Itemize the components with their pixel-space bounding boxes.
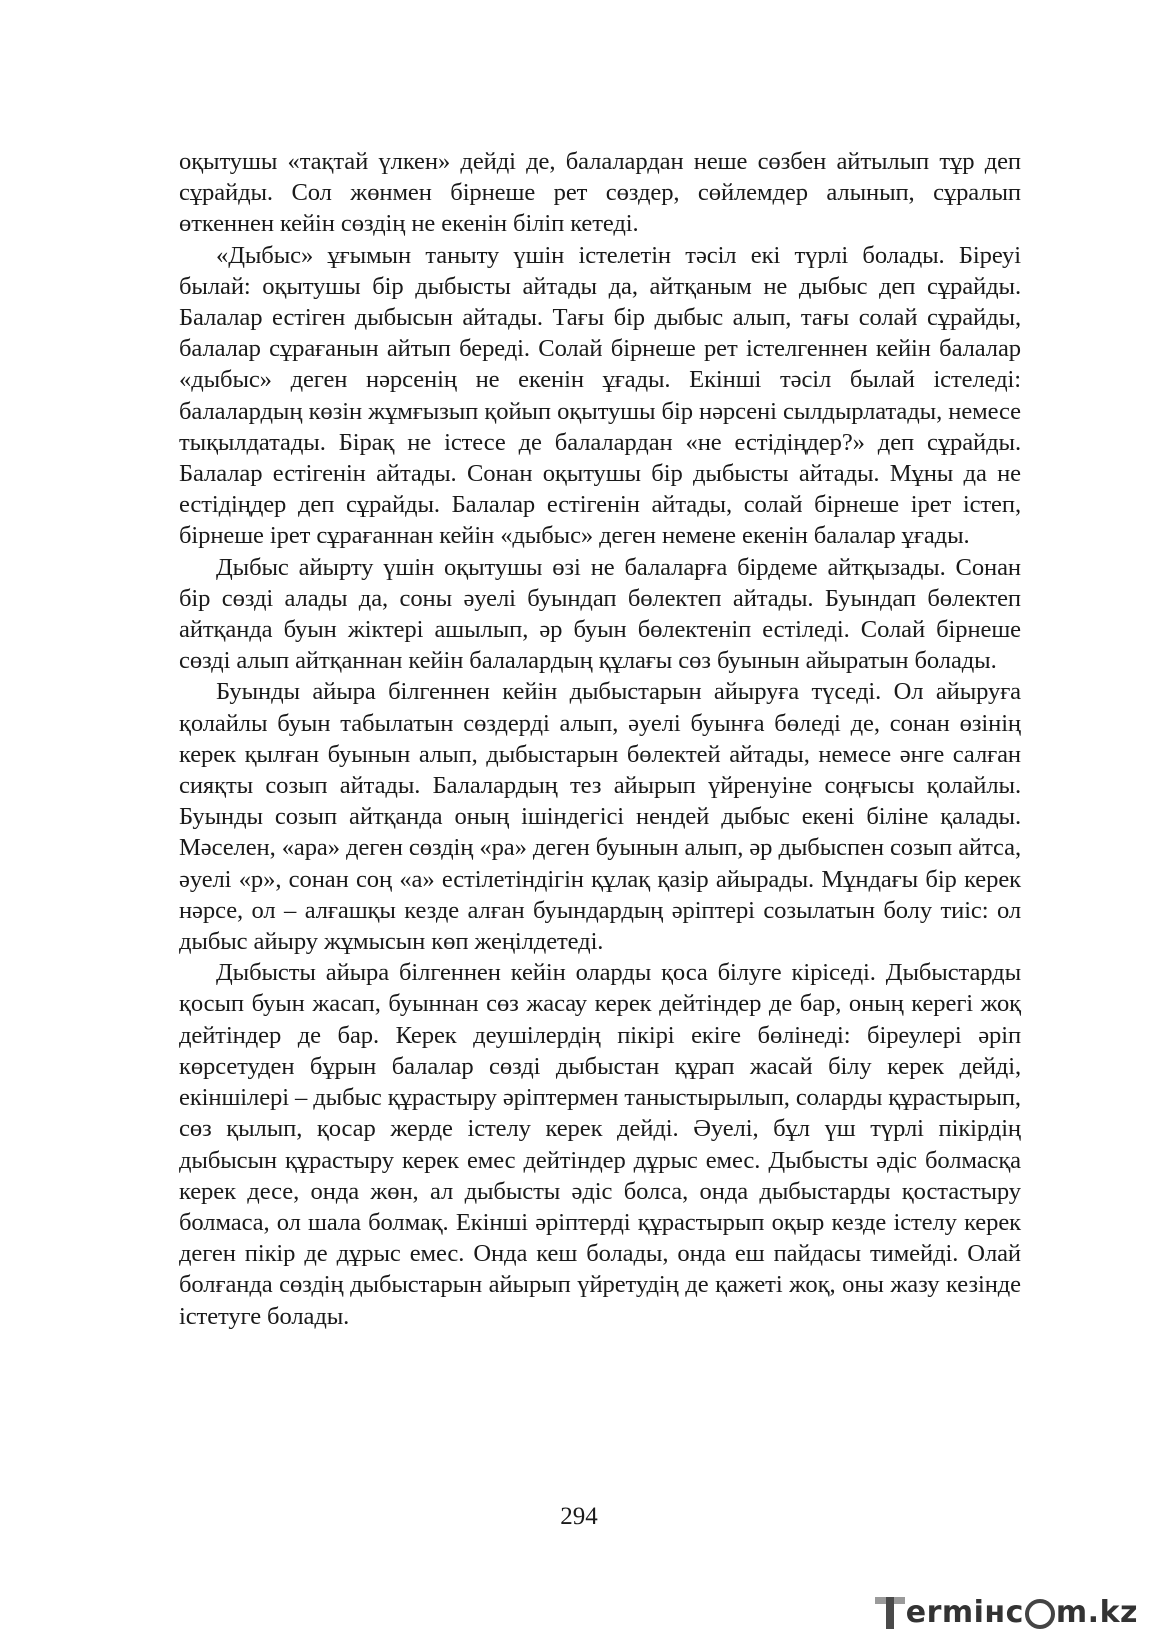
watermark-text-start: ermінc <box>905 1594 1024 1630</box>
paragraph-3: Дыбыс айырту үшін оқытушы өзі не балаларға бірдеме айтқызады. Сонан бір сөзді алады да, соны әуелі буындап бөлектеп айтады. Буындап бөлектеп айтқанда буын жіктері ашылып, әр буын бөлектеніп естіледі. Солай бірнеше сөзді алып айтқаннан кейін балалардың құлағы сөз буынын айыратын болады. <box>179 553 1021 675</box>
t-logo-icon <box>875 1593 905 1631</box>
watermark-text-end: m.kz <box>1055 1594 1138 1630</box>
page-body <box>179 146 1021 1332</box>
page-number: 294 <box>560 1503 598 1530</box>
o-ring-icon <box>1025 1599 1055 1629</box>
paragraph-5: Дыбысты айыра білгеннен кейін оларды қоса білуге кіріседі. Дыбыстарды қосып буын жасап, буыннан сөз жасау керек дейтіндер де бар, оның керегі жоқ дейтіндер де бар. Керек деушілердің пікірі екіге бөлінеді: біреулері әріп көрсетуден бұрын балалар сөзді дыбыстан құрап жасай білу керек дейді, екіншілері – дыбыс құрастыру әріптермен таныстырылып, соларды құрастырып, сөз қылып, қосар жерде істелу керек дейді. Әуелі, бұл үш түрлі пікірдің дыбысын құрастыру керек емес дейтіндер дұрыс емес. Дыбысты әдіс болмасқа керек десе, онда жөн, ал дыбысты әдіс болса, онда дыбыстарды қостастыру болмаса, ол шала болмақ. Екінші әріптерді құрастырып оқыр кезде істелу керек деген пікір де дұрыс емес. Онда кеш болады, онда еш пайдасы тимейді. Олай болғанда сөздің дыбыстарын айырып үйретудің де қажеті жоқ, оны жазу кезінде істетуге болады. <box>179 959 1021 1330</box>
paragraph-2: «Дыбыс» ұғымын таныту үшін істелетін тәсіл екі түрлі болады. Біреуі былай: оқытушы бір дыбысты айтады да, айтқаным не дыбыс деп сұрайды. Балалар естіген дыбысын айтады. Тағы бір дыбыс алып, тағы солай сұрайды, балалар сұрағанын айтып береді. Солай бірнеше рет істелгеннен кейін балалар «дыбыс» деген нәрсенің не екенін ұғады. Екінші тәсіл былай істеледі: балалардың көзін жұмғызып қойып оқытушы бір нәрсені сылдырлатады, немесе тықылдатады. Бірақ не істесе де балалардан «не естідіңдер?» деп сұрайды. Балалар естігенін айтады. Сонан оқытушы бір дыбысты айтады. Мұны да не естідіңдер деп сұрайды. Балалар естігенін айтады, солай бірнеше ірет істеп, бірнеше ірет сұрағаннан кейін «дыбыс» деген немене екенін балалар ұғады. <box>179 241 1021 550</box>
paragraph-4: Буынды айыра білгеннен кейін дыбыстарын айыруға түседі. Ол айыруға қолайлы буын табылатын сөздерді алып, әуелі буынға бөледі де, сонан өзінің керек қылған буынын алып, дыбыстарын бөлектей айтады, немесе әнге салған сияқты созып айтады. Балалардың тез айырып үйренуіне соңғысы қолайлы. Буынды созып айтқанда оның ішіндегісі нендей дыбыс екені біліне қалады. Мәселен, «ара» деген сөздің «ра» деген буынын алып, әр дыбыспен созып айтса, әуелі «р», сонан соң «а» естілетіндігін құлақ қазір айырады. Мұндағы бір керек нәрсе, ол – алғашқы кезде алған буындардың әріптері созылатын болу тиіс: ол дыбыс айыру жұмысын көп жеңілдетеді. <box>179 678 1021 956</box>
paragraph-1: оқытушы «тақтай үлкен» дейді де, балалардан неше сөзбен айтылып тұр деп сұрайды. Сол жөнмен бірнеше рет сөздер, сөйлемдер алынып, сұралып өткеннен кейін сөздің не екенін біліп кетеді. <box>179 148 1021 238</box>
site-watermark <box>875 1593 1138 1631</box>
